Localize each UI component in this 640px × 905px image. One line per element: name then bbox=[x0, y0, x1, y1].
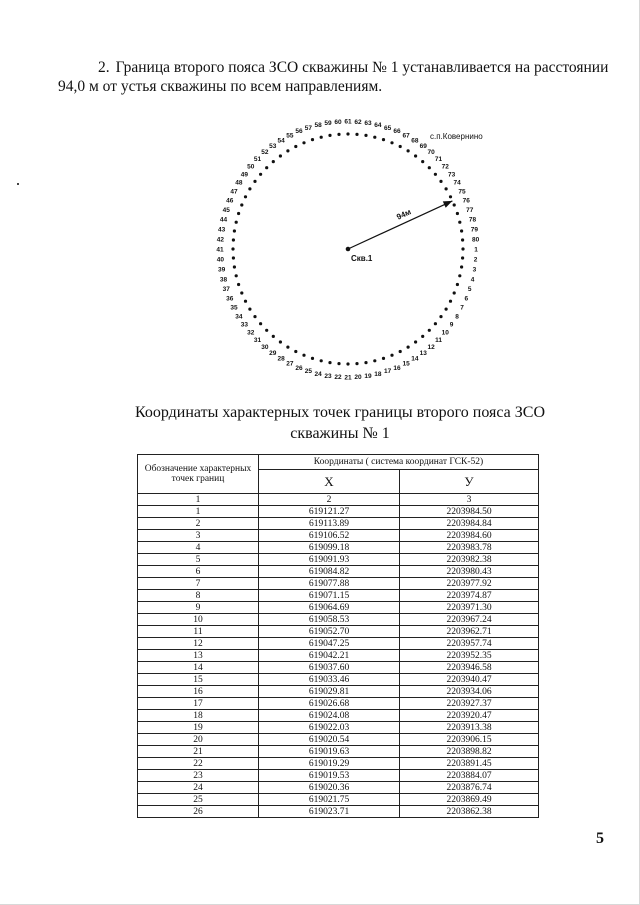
boundary-point bbox=[414, 154, 417, 157]
table-row bbox=[138, 638, 539, 650]
boundary-point bbox=[253, 180, 256, 183]
boundary-point-label: 63 bbox=[364, 120, 372, 128]
boundary-point-label: 62 bbox=[354, 118, 362, 126]
point-number-cell: 25 bbox=[138, 794, 259, 806]
header-x: X bbox=[259, 470, 400, 494]
x-coordinate-cell: 619121.27 bbox=[259, 506, 400, 518]
boundary-point-label: 79 bbox=[470, 226, 479, 234]
point-number-cell: 14 bbox=[138, 662, 259, 674]
radius-label: 94м bbox=[395, 207, 413, 222]
x-coordinate-cell: 619026.68 bbox=[259, 698, 400, 710]
boundary-point-label: 23 bbox=[324, 372, 332, 380]
point-number-cell: 26 bbox=[138, 806, 259, 818]
boundary-point bbox=[237, 283, 240, 286]
table-row bbox=[138, 722, 539, 734]
boundary-point bbox=[449, 195, 452, 198]
boundary-point bbox=[232, 238, 235, 241]
table-row bbox=[138, 770, 539, 782]
point-number-cell: 10 bbox=[138, 614, 259, 626]
boundary-point bbox=[272, 335, 275, 338]
boundary-point bbox=[240, 203, 243, 206]
boundary-point-label: 5 bbox=[467, 286, 472, 294]
table-row bbox=[138, 686, 539, 698]
x-coordinate-cell: 619024.08 bbox=[259, 710, 400, 722]
boundary-point bbox=[461, 247, 464, 250]
table-row bbox=[138, 650, 539, 662]
point-number-cell: 2 bbox=[138, 518, 259, 530]
protection-zone-diagram bbox=[200, 112, 500, 397]
boundary-point bbox=[235, 274, 238, 277]
boundary-point-label: 58 bbox=[314, 122, 322, 129]
boundary-point bbox=[279, 340, 282, 343]
x-coordinate-cell: 619021.75 bbox=[259, 794, 400, 806]
boundary-point-label: 41 bbox=[216, 246, 224, 254]
x-coordinate-cell: 619020.54 bbox=[259, 734, 400, 746]
boundary-point bbox=[248, 187, 251, 190]
boundary-point bbox=[328, 134, 331, 137]
boundary-point bbox=[279, 154, 282, 157]
boundary-point-label: 27 bbox=[286, 360, 294, 368]
table-row bbox=[138, 542, 539, 554]
table-row bbox=[138, 698, 539, 710]
boundary-point bbox=[456, 283, 459, 286]
y-coordinate-cell: 2203891.45 bbox=[400, 758, 539, 770]
header-designation: Обозначение характерных точек границ bbox=[138, 455, 259, 494]
header-coordinates: Координаты ( система координат ГСК-52) bbox=[259, 455, 539, 470]
point-number-cell: 15 bbox=[138, 674, 259, 686]
boundary-point bbox=[272, 160, 275, 163]
boundary-point-label: 49 bbox=[240, 171, 249, 179]
point-number-cell: 24 bbox=[138, 782, 259, 794]
boundary-point-label: 35 bbox=[230, 304, 238, 312]
boundary-point bbox=[355, 133, 358, 136]
boundary-point bbox=[461, 256, 464, 259]
boundary-point bbox=[439, 315, 442, 318]
y-coordinate-cell: 2203927.37 bbox=[400, 698, 539, 710]
point-number-cell: 21 bbox=[138, 746, 259, 758]
boundary-point-label: 39 bbox=[217, 266, 226, 274]
boundary-point-label: 6 bbox=[464, 295, 469, 303]
y-coordinate-cell: 2203962.71 bbox=[400, 626, 539, 638]
boundary-point-label: 72 bbox=[441, 163, 449, 171]
table-row bbox=[138, 566, 539, 578]
boundary-point-label: 7 bbox=[460, 304, 464, 312]
paragraph-number: 2. bbox=[98, 59, 110, 76]
boundary-point bbox=[428, 329, 431, 332]
boundary-point bbox=[311, 357, 314, 360]
table-row bbox=[138, 614, 539, 626]
y-coordinate-cell: 2203983.78 bbox=[400, 542, 539, 554]
x-coordinate-cell: 619047.25 bbox=[259, 638, 400, 650]
boundary-point bbox=[235, 221, 238, 224]
boundary-point bbox=[286, 346, 289, 349]
boundary-point bbox=[458, 221, 461, 224]
y-coordinate-cell: 2203984.50 bbox=[400, 506, 539, 518]
boundary-point-label: 73 bbox=[447, 171, 456, 179]
caption-line-1: Координаты характерных точек границы второго пояса ЗСО bbox=[134, 404, 546, 421]
index-cell: 3 bbox=[400, 494, 539, 506]
boundary-point bbox=[390, 354, 393, 357]
x-coordinate-cell: 619052.70 bbox=[259, 626, 400, 638]
boundary-point bbox=[407, 149, 410, 152]
table-row bbox=[138, 806, 539, 818]
radius-arrow-head bbox=[443, 201, 453, 208]
y-coordinate-cell: 2203984.60 bbox=[400, 530, 539, 542]
x-coordinate-cell: 619042.21 bbox=[259, 650, 400, 662]
boundary-point bbox=[439, 180, 442, 183]
boundary-point bbox=[460, 265, 463, 268]
point-number-cell: 20 bbox=[138, 734, 259, 746]
x-coordinate-cell: 619064.69 bbox=[259, 602, 400, 614]
boundary-point-label: 25 bbox=[304, 368, 313, 376]
index-cell: 1 bbox=[138, 494, 259, 506]
caption-line-2: скважины № 1 bbox=[290, 425, 390, 442]
boundary-point-label: 65 bbox=[383, 124, 392, 132]
boundary-point bbox=[364, 361, 367, 364]
boundary-point-label: 42 bbox=[216, 236, 225, 244]
boundary-point-label: 21 bbox=[344, 374, 352, 382]
boundary-point-label: 20 bbox=[354, 374, 362, 382]
boundary-point-label: 19 bbox=[364, 372, 372, 380]
x-coordinate-cell: 619019.29 bbox=[259, 758, 400, 770]
boundary-point bbox=[461, 238, 464, 241]
boundary-point-label: 12 bbox=[427, 343, 435, 351]
y-coordinate-cell: 2203980.43 bbox=[400, 566, 539, 578]
table-row bbox=[138, 794, 539, 806]
margin-mark bbox=[17, 183, 19, 185]
y-coordinate-cell: 2203934.06 bbox=[400, 686, 539, 698]
boundary-point bbox=[382, 138, 385, 141]
x-coordinate-cell: 619020.36 bbox=[259, 782, 400, 794]
well-label: Скв.1 bbox=[351, 254, 373, 263]
boundary-point-label: 75 bbox=[458, 188, 466, 196]
point-number-cell: 6 bbox=[138, 566, 259, 578]
boundary-point bbox=[237, 212, 240, 215]
x-coordinate-cell: 619019.53 bbox=[259, 770, 400, 782]
boundary-point-label: 30 bbox=[261, 343, 269, 351]
y-coordinate-cell: 2203898.82 bbox=[400, 746, 539, 758]
boundary-point-label: 44 bbox=[219, 216, 228, 224]
x-coordinate-cell: 619022.03 bbox=[259, 722, 400, 734]
boundary-point bbox=[373, 359, 376, 362]
boundary-point-label: 47 bbox=[230, 188, 238, 196]
boundary-point-label: 57 bbox=[304, 124, 313, 132]
boundary-point-label: 54 bbox=[277, 137, 285, 145]
point-number-cell: 5 bbox=[138, 554, 259, 566]
boundary-point-label: 13 bbox=[419, 350, 427, 358]
boundary-point-label: 53 bbox=[269, 142, 277, 150]
y-coordinate-cell: 2203974.87 bbox=[400, 590, 539, 602]
boundary-point bbox=[286, 149, 289, 152]
y-coordinate-cell: 2203952.35 bbox=[400, 650, 539, 662]
boundary-point bbox=[259, 322, 262, 325]
point-number-cell: 13 bbox=[138, 650, 259, 662]
boundary-point-label: 69 bbox=[419, 142, 427, 150]
boundary-point bbox=[294, 350, 297, 353]
boundary-point-label: 32 bbox=[247, 329, 255, 337]
boundary-point-label: 38 bbox=[219, 276, 228, 284]
table-row bbox=[138, 710, 539, 722]
boundary-point bbox=[244, 300, 247, 303]
y-coordinate-cell: 2203982.38 bbox=[400, 554, 539, 566]
boundary-point-label: 22 bbox=[334, 374, 342, 382]
boundary-point bbox=[320, 359, 323, 362]
boundary-point bbox=[399, 145, 402, 148]
point-number-cell: 17 bbox=[138, 698, 259, 710]
point-number-cell: 3 bbox=[138, 530, 259, 542]
boundary-point bbox=[265, 329, 268, 332]
boundary-point-label: 17 bbox=[383, 368, 392, 376]
boundary-point bbox=[244, 195, 247, 198]
boundary-point-label: 15 bbox=[402, 360, 410, 368]
coordinates-table bbox=[137, 454, 539, 818]
boundary-point bbox=[407, 346, 410, 349]
boundary-point-label: 56 bbox=[295, 128, 303, 136]
boundary-point bbox=[337, 362, 340, 365]
boundary-point bbox=[434, 173, 437, 176]
boundary-point bbox=[382, 357, 385, 360]
boundary-point bbox=[390, 141, 393, 144]
y-coordinate-cell: 2203971.30 bbox=[400, 602, 539, 614]
boundary-point-label: 1 bbox=[474, 246, 478, 254]
boundary-point-label: 66 bbox=[393, 128, 401, 136]
boundary-point bbox=[240, 291, 243, 294]
x-coordinate-cell: 619058.53 bbox=[259, 614, 400, 626]
table-row bbox=[138, 518, 539, 530]
boundary-point-label: 26 bbox=[295, 364, 303, 372]
point-number-cell: 12 bbox=[138, 638, 259, 650]
table-row bbox=[138, 746, 539, 758]
table-row bbox=[138, 602, 539, 614]
boundary-point-label: 46 bbox=[226, 197, 234, 205]
boundary-point bbox=[460, 229, 463, 232]
x-coordinate-cell: 619077.88 bbox=[259, 578, 400, 590]
y-coordinate-cell: 2203940.47 bbox=[400, 674, 539, 686]
header-y: У bbox=[400, 470, 539, 494]
boundary-point bbox=[364, 134, 367, 137]
boundary-point bbox=[373, 136, 376, 139]
table-row bbox=[138, 674, 539, 686]
boundary-point bbox=[445, 187, 448, 190]
boundary-point bbox=[302, 141, 305, 144]
y-coordinate-cell: 2203967.24 bbox=[400, 614, 539, 626]
boundary-point bbox=[445, 308, 448, 311]
boundary-point-label: 37 bbox=[222, 286, 230, 294]
x-coordinate-cell: 619084.82 bbox=[259, 566, 400, 578]
index-cell: 2 bbox=[259, 494, 400, 506]
x-coordinate-cell: 619023.71 bbox=[259, 806, 400, 818]
boundary-point-label: 43 bbox=[217, 226, 226, 234]
boundary-point bbox=[233, 265, 236, 268]
x-coordinate-cell: 619113.89 bbox=[259, 518, 400, 530]
point-number-cell: 4 bbox=[138, 542, 259, 554]
boundary-point-label: 51 bbox=[253, 156, 262, 163]
boundary-point-label: 14 bbox=[411, 355, 419, 363]
boundary-point bbox=[449, 300, 452, 303]
boundary-point bbox=[302, 354, 305, 357]
point-number-cell: 16 bbox=[138, 686, 259, 698]
boundary-point-label: 4 bbox=[470, 276, 475, 284]
boundary-point bbox=[253, 315, 256, 318]
table-row bbox=[138, 782, 539, 794]
boundary-point bbox=[399, 350, 402, 353]
boundary-point-label: 45 bbox=[222, 206, 230, 214]
boundary-point-label: 50 bbox=[247, 163, 255, 171]
point-number-cell: 7 bbox=[138, 578, 259, 590]
y-coordinate-cell: 2203862.38 bbox=[400, 806, 539, 818]
y-coordinate-cell: 2203957.74 bbox=[400, 638, 539, 650]
radius-line bbox=[348, 201, 452, 249]
boundary-point bbox=[458, 274, 461, 277]
boundary-point bbox=[414, 340, 417, 343]
boundary-point bbox=[456, 212, 459, 215]
y-coordinate-cell: 2203984.84 bbox=[400, 518, 539, 530]
table-row bbox=[138, 626, 539, 638]
boundary-point-label: 29 bbox=[269, 350, 277, 358]
boundary-point-label: 77 bbox=[466, 206, 474, 214]
boundary-point-label: 31 bbox=[253, 337, 262, 344]
table-row bbox=[138, 530, 539, 542]
settlement-label: с.п.Ковернино bbox=[430, 132, 483, 141]
boundary-point-label: 16 bbox=[393, 364, 401, 372]
y-coordinate-cell: 2203884.07 bbox=[400, 770, 539, 782]
boundary-point bbox=[248, 308, 251, 311]
boundary-point bbox=[311, 138, 314, 141]
x-coordinate-cell: 619019.63 bbox=[259, 746, 400, 758]
table-row bbox=[138, 554, 539, 566]
boundary-point-label: 36 bbox=[226, 295, 234, 303]
boundary-point bbox=[346, 362, 349, 365]
y-coordinate-cell: 2203876.74 bbox=[400, 782, 539, 794]
boundary-point bbox=[421, 335, 424, 338]
paragraph-text: Граница второго пояса ЗСО скважины № 1 устанавливается на расстоянии 94,0 м от устья скважины по всем направлениям. bbox=[58, 59, 609, 95]
x-coordinate-cell: 619033.46 bbox=[259, 674, 400, 686]
boundary-point bbox=[294, 145, 297, 148]
boundary-point-label: 10 bbox=[441, 329, 449, 337]
table-row bbox=[138, 578, 539, 590]
boundary-point-label: 3 bbox=[472, 266, 477, 274]
boundary-point-label: 2 bbox=[473, 256, 478, 264]
point-number-cell: 18 bbox=[138, 710, 259, 722]
boundary-point-label: 61 bbox=[344, 118, 352, 126]
boundary-point bbox=[231, 247, 234, 250]
boundary-point bbox=[453, 291, 456, 294]
boundary-point bbox=[346, 132, 349, 135]
boundary-point-label: 18 bbox=[374, 371, 382, 378]
boundary-point-label: 78 bbox=[468, 216, 477, 224]
boundary-point-label: 8 bbox=[455, 313, 459, 321]
paragraph-2 bbox=[58, 58, 610, 96]
boundary-point-label: 74 bbox=[453, 179, 461, 187]
x-coordinate-cell: 619029.81 bbox=[259, 686, 400, 698]
boundary-point-label: 40 bbox=[216, 256, 225, 264]
boundary-point-label: 11 bbox=[435, 337, 442, 344]
x-coordinate-cell: 619071.15 bbox=[259, 590, 400, 602]
boundary-point bbox=[434, 322, 437, 325]
boundary-point bbox=[337, 133, 340, 136]
y-coordinate-cell: 2203906.15 bbox=[400, 734, 539, 746]
y-coordinate-cell: 2203946.58 bbox=[400, 662, 539, 674]
boundary-point-label: 67 bbox=[402, 132, 410, 140]
boundary-point bbox=[421, 160, 424, 163]
boundary-point-label: 68 bbox=[411, 137, 419, 145]
y-coordinate-cell: 2203977.92 bbox=[400, 578, 539, 590]
page-number: 5 bbox=[596, 830, 604, 847]
table-row bbox=[138, 758, 539, 770]
boundary-point-label: 76 bbox=[462, 197, 470, 205]
boundary-point-label: 59 bbox=[324, 120, 332, 128]
boundary-point-label: 71 bbox=[434, 156, 443, 163]
point-number-cell: 1 bbox=[138, 506, 259, 518]
boundary-point bbox=[355, 362, 358, 365]
well-marker bbox=[346, 247, 351, 252]
boundary-point bbox=[259, 173, 262, 176]
x-coordinate-cell: 619037.60 bbox=[259, 662, 400, 674]
y-coordinate-cell: 2203869.49 bbox=[400, 794, 539, 806]
boundary-point-label: 24 bbox=[314, 371, 322, 378]
table-row bbox=[138, 662, 539, 674]
x-coordinate-cell: 619091.93 bbox=[259, 554, 400, 566]
point-number-cell: 19 bbox=[138, 722, 259, 734]
boundary-point-label: 80 bbox=[471, 236, 480, 244]
x-coordinate-cell: 619099.18 bbox=[259, 542, 400, 554]
point-number-cell: 11 bbox=[138, 626, 259, 638]
y-coordinate-cell: 2203920.47 bbox=[400, 710, 539, 722]
boundary-point-label: 64 bbox=[374, 122, 382, 129]
boundary-point bbox=[453, 203, 456, 206]
boundary-point bbox=[320, 136, 323, 139]
boundary-point-label: 33 bbox=[240, 321, 249, 329]
boundary-point-label: 60 bbox=[334, 118, 342, 126]
boundary-point-label: 70 bbox=[427, 149, 435, 157]
boundary-point bbox=[428, 166, 431, 169]
boundary-point-label: 52 bbox=[261, 149, 269, 157]
point-number-cell: 8 bbox=[138, 590, 259, 602]
boundary-point-label: 48 bbox=[235, 179, 243, 187]
table-row bbox=[138, 590, 539, 602]
boundary-point bbox=[265, 166, 268, 169]
boundary-point-label: 34 bbox=[235, 313, 243, 321]
boundary-point-label: 28 bbox=[277, 355, 285, 363]
boundary-point bbox=[232, 256, 235, 259]
table-caption bbox=[90, 402, 590, 444]
boundary-point-label: 55 bbox=[286, 132, 294, 140]
boundary-point bbox=[328, 361, 331, 364]
y-coordinate-cell: 2203913.38 bbox=[400, 722, 539, 734]
boundary-point bbox=[233, 229, 236, 232]
x-coordinate-cell: 619106.52 bbox=[259, 530, 400, 542]
table-row bbox=[138, 734, 539, 746]
boundary-point-label: 9 bbox=[449, 321, 454, 329]
table-row bbox=[138, 506, 539, 518]
point-number-cell: 9 bbox=[138, 602, 259, 614]
point-number-cell: 22 bbox=[138, 758, 259, 770]
point-number-cell: 23 bbox=[138, 770, 259, 782]
